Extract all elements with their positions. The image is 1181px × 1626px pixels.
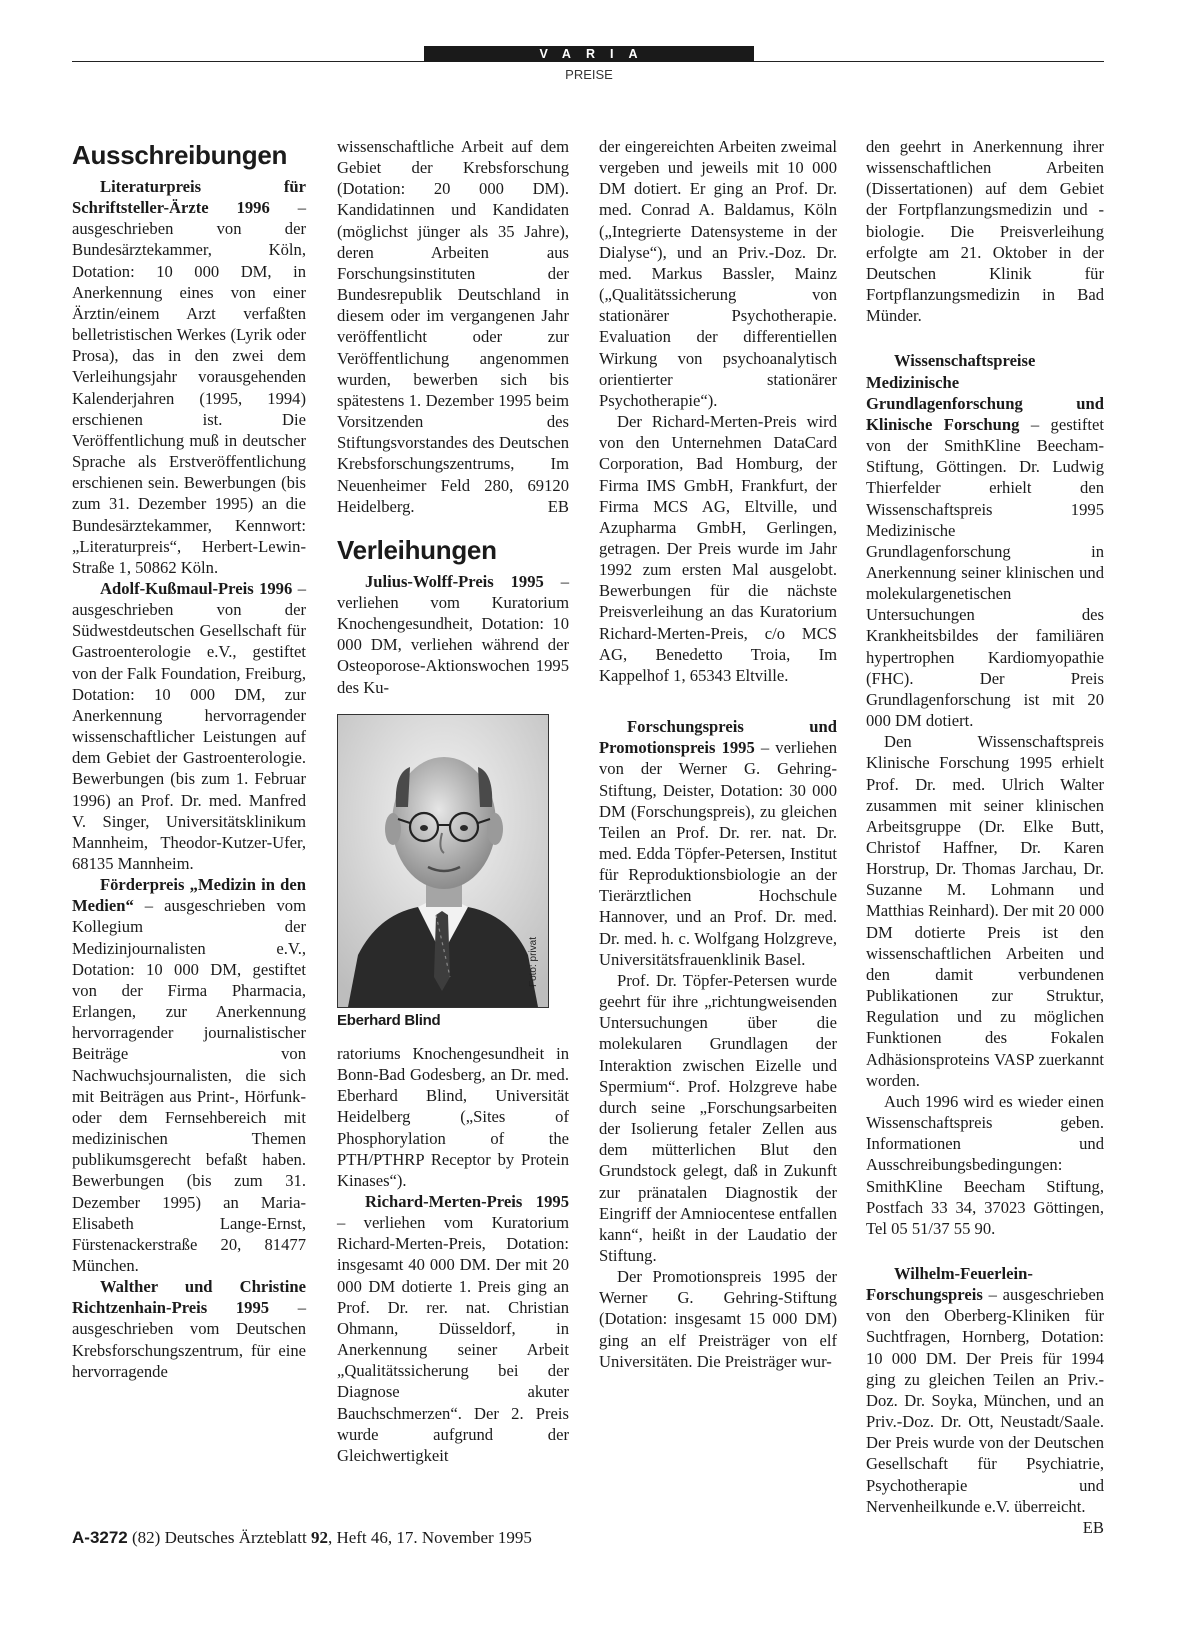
article-richtzenhain-continued: wissenschaftliche Arbeit auf dem Gebiet der Krebsforschung (Dotation: 20 000 DM). Kandidatinnen und Kandidaten (möglichst jünger als 35 Jahre), deren Arbeiten aus Forschungsinstituten der Bundesrepublik Deutschland in diesem oder im vergangenen Jahr veröffentlicht oder zur Veröffentlichung angenommen wurden, bewerben sich bis spätestens 1. Dezember 1995 beim Vorsitzenden des Stiftungsvorstandes des Deutschen Krebsforschungszentrums, Im Neuenheimer Feld 280, 69120 Heidelberg. EB — [337, 137, 569, 516]
article-smithkline-paragraph: Den Wissenschaftspreis Klinische Forschung 1995 erhielt Prof. Dr. med. Ulrich Walter zusammen mit seiner klinischen Arbeitsgruppe (Dr. Elke Butt, Christof Haffner, Dr. Karen Horstrup, Dr. Thomas Jarchau, Dr. Suzanne M. Lohmann und Matthias Reinhard). Der mit 20 000 DM dotierte Preis ist den wissenschaftlichen Arbeiten und den damit verbundenen Publikationen zur Struktur, Regulation und zu möglichen Funktionen des Fokalen Adhäsionsproteins VASP zuerkannt worden. — [866, 732, 1104, 1090]
volume-number: 92 — [310, 1528, 328, 1547]
article-gehring-paragraph: Der Promotionspreis 1995 der Werner G. Gehring-Stiftung (Dotation: insgesamt 15 000 DM) ging an elf Preisträger von elf Universitäten. Die Preisträger wur- — [599, 1267, 837, 1371]
entry-title: Adolf-Kußmaul-Preis 1996 — [100, 578, 293, 598]
entry-title: Forschungspreis und Promotionspreis 1995 — [599, 717, 837, 758]
article-smithkline-paragraph: Auch 1996 wird es wieder einen Wissenschaftspreis geben. Informationen und Ausschreibungsbedingungen: SmithKline Beecham Stiftung, Postfach 33 34, 37023 Göttingen, Tel 05 51/37 55 90. — [866, 1091, 1104, 1238]
entry-title: Wissenschaftspreise Medizinische Grundlagenforschung und Klinische Forschung — [866, 351, 1104, 434]
author-signoff: EB — [547, 496, 569, 516]
article-gehring-preis — [599, 716, 837, 970]
entry-title: Literaturpreis für Schriftsteller-Ärzte 1996 — [72, 177, 306, 218]
portrait-photo — [337, 714, 549, 1008]
article-merten-paragraph: Der Richard-Merten-Preis wird von den Unternehmen DataCard Corporation, Bad Homburg, der Firma IMS GmbH, Frankfurt, der Firma MCS AG, Eltville, und Azupharma GmbH, Gerlingen, getragen. Der Preis wurde im Jahr 1992 zum ersten Mal ausgelobt. Bewerbungen für die nächste Preisverleihung an das Kuratorium Richard-Merten-Preis, c/o MCS AG, Benedetto Troia, Im Kappelhof 1, 65343 Eltville. — [599, 412, 837, 685]
issue-page: (82) — [132, 1528, 161, 1547]
article-foerderpreis-medien — [72, 874, 306, 1276]
section-banner: VARIA — [424, 46, 754, 62]
entry-title: Wilhelm-Feuerlein-Forschungspreis — [866, 1263, 1033, 1305]
article-richard-merten-preis — [337, 1191, 569, 1466]
entry-title: Förderpreis „Medizin in den Medien“ — [72, 875, 306, 916]
entry-body: – verliehen vom Kuratorium Richard-Merten-Preis, Dotation: insgesamt 40 000 DM. Der mit 20 000 DM dotierte 1. Preis ging an Prof. Dr. rer. nat. Christian Ohmann, Düsseldorf, in Anerkennung seiner Arbeit „Qualitätssicherung bei der Diagnose akuter Bauchschmerzen“. Der 2. Preis wurde aufgrund der Gleichwertigkeit — [337, 1213, 569, 1465]
portrait-illustration — [338, 715, 548, 1007]
article-kussmaul-preis — [72, 578, 306, 874]
author-signoff: EB — [1082, 1517, 1104, 1537]
page-footer — [72, 1528, 532, 1548]
issue-date: , Heft 46, 17. November 1995 — [327, 1528, 532, 1547]
photo-caption: Eberhard Blind — [337, 1011, 441, 1029]
journal-name: Deutsches Ärzteblatt — [164, 1528, 307, 1547]
entry-body: – ausgeschrieben von den Oberberg-Kliniken für Suchtfragen, Hornberg, Dotation: 10 000 DM. Der Preis für 1994 ging zu gleichen Teilen an Priv.-Doz. Dr. Soyka, München, und an Priv.-Doz. Dr. Ott, Neustadt/Saale. Der Preis wurde von der Deutschen Gesellschaft für Psychiatrie, Psychotherapie und Nervenheilkunde e.V. überreicht. — [866, 1285, 1104, 1516]
article-gehring-continued: den geehrt in Anerkennung ihrer wissenschaftlichen Arbeiten (Dissertationen) auf dem Gebiet der Fortpflanzungsmedizin und -biologie. Die Preisverleihung erfolgte am 21. Oktober in der Deutschen Klinik für Fortpflanzungsmedizin in Bad Münder. — [866, 137, 1104, 326]
entry-body: – gestiftet von der SmithKline Beecham-Stiftung, Göttingen. Dr. Ludwig Thierfelder erhielt den Wissenschaftspreis 1995 Medizinische Grundlagenforschung in Anerkennung seiner klinischen und molekulargenetischen Untersuchungen des Krankheitsbildes der familiären hypertrophen Kardiomyopathie (FHC). Der Preis Grundlagenforschung ist mit 20 000 DM dotiert. — [866, 414, 1104, 731]
portrait-figure — [337, 714, 569, 1031]
column-2 — [337, 136, 569, 1466]
entry-body: – verliehen vom Kuratorium Knochengesundheit, Dotation: 10 000 DM, verliehen während der Osteoporose-Aktionswochen 1995 des Ku- — [337, 571, 569, 697]
article-merten-continued: der eingereichten Arbeiten zweimal vergeben und jeweils mit 10 000 DM dotiert. Er ging an Prof. Dr. med. Conrad A. Baldamus, Köln („Integrierte Datensysteme in der Dialyse“), und an Priv.-Doz. Dr. med. Markus Bassler, Mainz („Qualitätssicherung von stationärer Psychotherapie. Evaluation der differentiellen Wirkung von psychoanalytisch orientierter stationärer Psychotherapie“). — [599, 137, 837, 410]
article-julius-wolff-continued: ratoriums Knochengesundheit in Bonn-Bad Godesberg, an Dr. med. Eberhard Blind, Universität Heidelberg („Sites of Phosphorylation of the PTH/PTHRP Receptor by Protein Kinases“). — [337, 1043, 569, 1190]
entry-body: – verliehen von der Werner G. Gehring-Stiftung, Deister, Dotation: 30 000 DM (Forschungspreis), zu gleichen Teilen an Prof. Dr. rer. nat. Dr. med. Edda Töpfer-Petersen, Institut für Reproduktionsbiologie an der Tierärztlichen Hochschule Hannover, und an Prof. Dr. med. Dr. med. h. c. Wolfgang Holzgreve, Universitätsfrauenklinik Basel. — [599, 738, 837, 969]
subsection-label: PREISE — [565, 67, 613, 82]
entry-body: – ausgeschrieben von der Bundesärztekammer, Köln, Dotation: 10 000 DM, in Anerkennung eines von einer Ärztin/einem Arzt verfaßten belletristischen Werkes (Lyrik oder Prosa), das in den zwei dem Verleihungsjahr vorausgehenden Kalenderjahren (1995, 1994) erschienen ist. Die Veröffentlichung muß in deutscher Sprache als Erstveröffentlichung erschienen sein. Bewerbungen (bis zum 31. Dezember 1995) an die Bundesärztekammer, Kennwort: „Literaturpreis“, Herbert-Lewin-Straße 1, 50862 Köln. — [72, 198, 306, 577]
article-literaturpreis — [72, 176, 306, 578]
page-number: A-3272 — [72, 1528, 128, 1547]
column-4 — [866, 136, 1104, 1538]
column-3 — [599, 136, 837, 1372]
entry-body: – ausgeschrieben von der Südwestdeutschen Gesellschaft für Gastroenterologie e.V., gestiftet von der Falk Foundation, Freiburg, Dotation: 10 000 DM, zur Anerkennung hervorragender wissenschaftlicher Leistungen auf dem Gebiet der Gastroenterologie. Bewerbungen (bis zum 1. Februar 1996) an Prof. Dr. med. Manfred V. Singer, Universitätsklinikum Mannheim, Theodor-Kutzer-Ufer, 68135 Mannheim. — [72, 578, 306, 873]
entry-title: Richard-Merten-Preis 1995 — [365, 1192, 569, 1211]
article-smithkline-preis — [866, 350, 1104, 731]
section-heading-ausschreibungen: Ausschreibungen — [72, 140, 288, 170]
article-richtzenhain-preis — [72, 1276, 306, 1382]
article-gehring-paragraph: Prof. Dr. Töpfer-Petersen wurde geehrt für ihre „richtungweisenden Untersuchungen über die molekularen Grundlagen der Interaktion zwischen Eizelle und Spermium“. Prof. Holzgreve habe durch seine „Forschungsarbeiten der Isolierung fetaler Zellen aus dem mütterlichen Blut den Grundstock gelegt, daß in Zukunft zur pränatalen Diagnostik der Eingriff der Amniocentese entfallen kann“, heißt in der Laudatio der Stiftung. — [599, 970, 837, 1265]
entry-title: Walther und Christine Richtzenhain-Preis 1995 — [72, 1277, 306, 1318]
article-julius-wolff-preis — [337, 571, 569, 698]
section-heading-verleihungen: Verleihungen — [337, 534, 497, 565]
photo-credit: Foto: privat — [527, 936, 539, 987]
entry-body: – ausgeschrieben vom Deutschen Krebsforschungszentrum, für eine hervorragende — [72, 1298, 306, 1381]
entry-body: – ausgeschrieben vom Kollegium der Medizinjournalisten e.V., Dotation: 10 000 DM, gestiftet von der Firma Pharmacia, Erlangen, zur Anerkennung hervorragender journalistischer Beiträge von Nachwuchsjournalisten, die sich mit Beiträgen aus Print-, Hörfunk- oder dem Fernsehbereich mit medizinischen Themen publikumsgerecht befaßt haben. Bewerbungen (bis zum 31. Dezember 1995) an Maria-Elisabeth Lange-Ernst, Fürstenackerstraße 20, 81477 München. — [72, 896, 306, 1275]
entry-title: Julius-Wolff-Preis 1995 — [365, 571, 544, 591]
column-1 — [72, 136, 306, 1382]
article-feuerlein-preis — [866, 1263, 1104, 1537]
